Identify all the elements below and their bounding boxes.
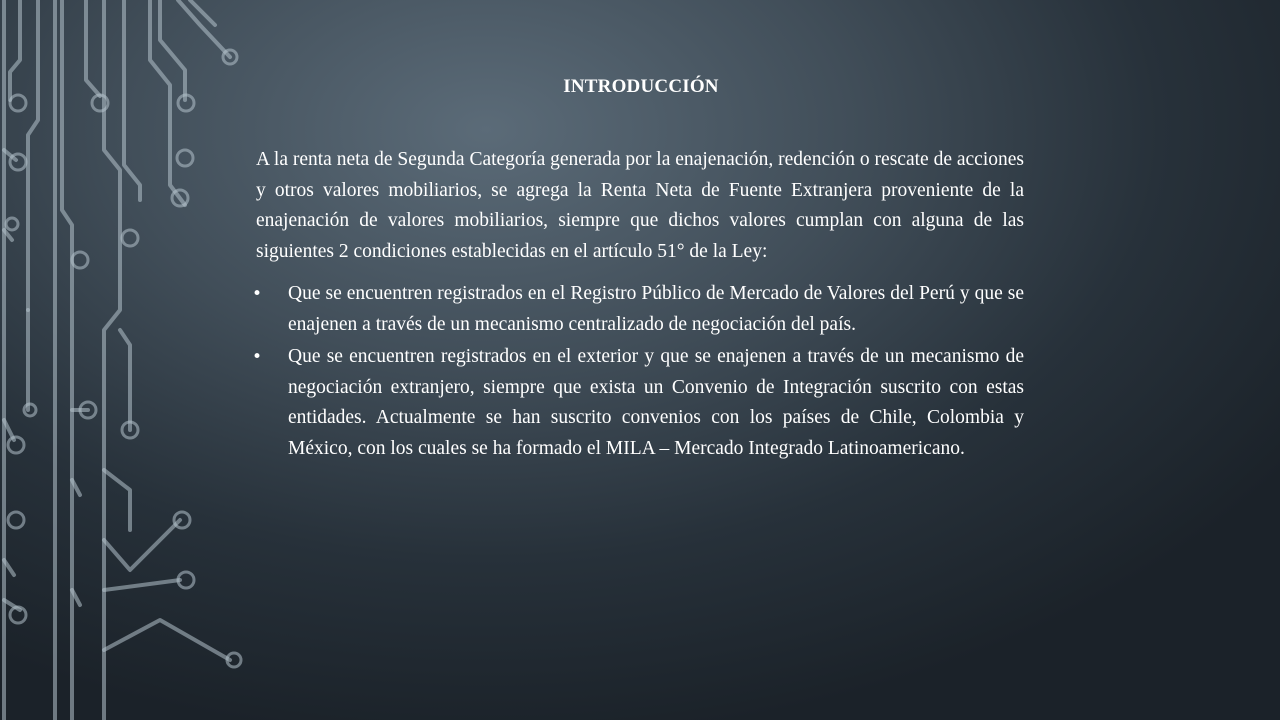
circuit-decoration xyxy=(0,0,263,720)
intro-paragraph: A la renta neta de Segunda Categoría generada por la enajenación, redención o rescate de acciones y otros valores mobiliarios, se agrega la Renta Neta de Fuente Extranjera proveniente de la enajenación de valores mobiliarios, siempre que dichos valores cumplan con alguna de las siguientes 2 condiciones establecidas en el artículo 51° de la Ley: xyxy=(256,149,1024,262)
slide-body xyxy=(252,145,1024,466)
list-item xyxy=(252,279,1024,340)
bullet-icon: • xyxy=(252,284,263,304)
bullet-icon: • xyxy=(252,347,263,367)
list-item xyxy=(252,342,1024,464)
slide-title: INTRODUCCIÓN xyxy=(563,76,719,97)
bullet-text: Que se encuentren registrados en el exterior y que se enajenen a través de un mecanismo de negociación extranjero, siempre que exista un Convenio de Integración suscrito con estas entidades. Actualmente se han suscrito convenios con los países de Chile, Colombia y México, con los cuales se ha formado el MILA – Mercado Integrado Latinoamericano. xyxy=(288,346,1024,459)
bullet-text: Que se encuentren registrados en el Registro Público de Mercado de Valores del Perú y que se enajenen a través de un mecanismo centralizado de negociación del país. xyxy=(288,283,1024,335)
conditions-list xyxy=(252,279,1024,464)
